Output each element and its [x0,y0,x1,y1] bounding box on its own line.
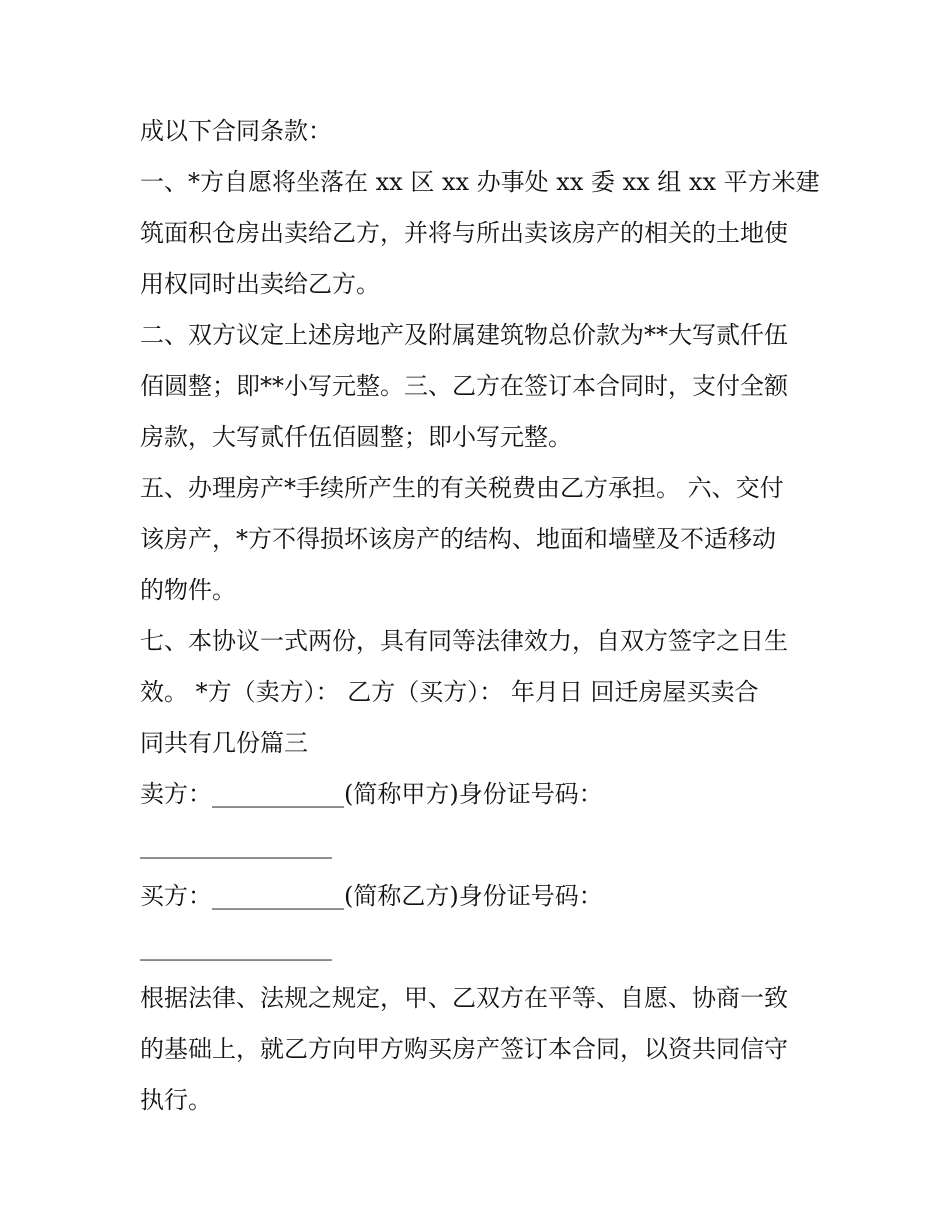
text-line: 执行。 [140,1086,212,1114]
text-line: 五、办理房产*手续所产生的有关税费由乙方承担。 六、交付 [140,474,784,502]
text-line: 该房产，*方不得损坏该房产的结构、地面和墙壁及不适移动 [140,525,776,553]
text-line: 成以下合同条款： [140,117,332,145]
blank-underline: ________________ [140,831,332,859]
text-line: 根据法律、法规之规定，甲、乙双方在平等、自愿、协商一致 [140,984,788,1012]
text-line: 佰圆整；即**小写元整。三、乙方在签订本合同时，支付全额 [140,372,788,400]
text-line: 同共有几份篇三 [140,729,308,757]
document-body [140,106,820,1126]
text-line: 一、*方自愿将坐落在 xx 区 xx 办事处 xx 委 xx 组 xx 平方米建 [140,168,820,196]
text-line: 的物件。 [140,576,236,604]
text-line: 二、双方议定上述房地产及附属建筑物总价款为**大写贰仟伍 [140,321,788,349]
text-line: 七、本协议一式两份，具有同等法律效力，自双方签字之日生 [140,627,788,655]
blank-underline: ________________ [140,933,332,961]
text-line: 用权同时出卖给乙方。 [140,270,380,298]
text-line: 筑面积仓房出卖给乙方，并将与所出卖该房产的相关的土地使 [140,219,788,247]
text-line: 的基础上，就乙方向甲方购买房产签订本合同，以资共同信守 [140,1035,788,1063]
text-line: 效。 *方（卖方）： 乙方（买方）： 年月日 回迁房屋买卖合 [140,678,759,706]
buyer-line: 买方：___________(简称乙方)身份证号码： [140,882,603,910]
text-line: 房款，大写贰仟伍佰圆整；即小写元整。 [140,423,572,451]
seller-line: 卖方：___________(简称甲方)身份证号码： [140,780,603,808]
